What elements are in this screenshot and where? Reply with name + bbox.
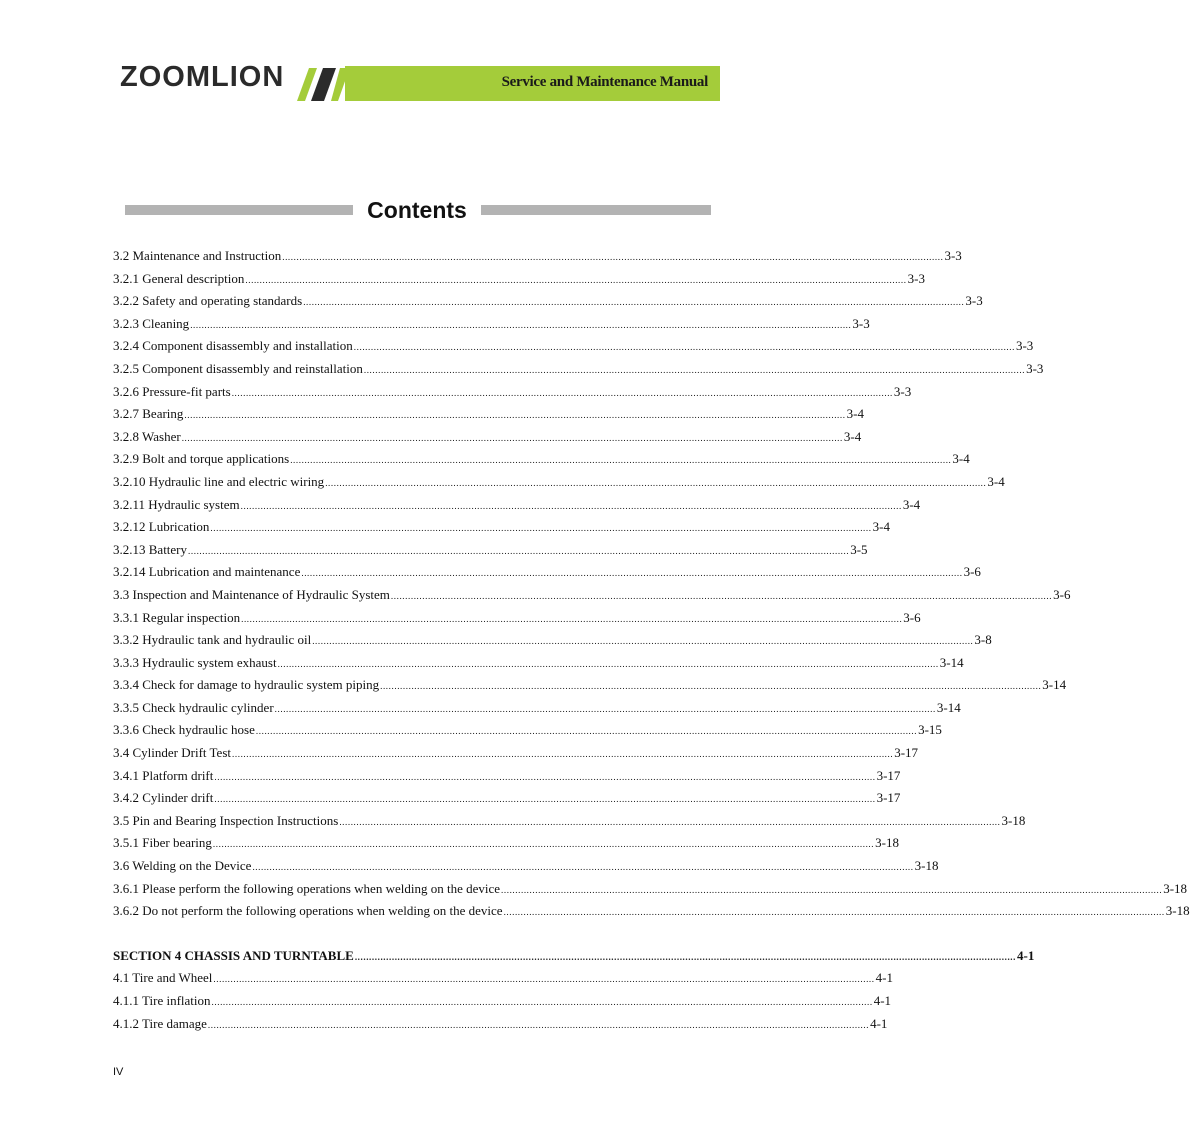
page-header [0,0,793,110]
toc-entry-title: 4.1 Tire and Wheel [113,970,213,986]
toc-dot-leader: ........................................................................................................................................................................................................................................ [339,816,1001,827]
toc-entry-title: 3.4.1 Platform drift [113,767,214,783]
toc-entry-title: 3.2.12 Lubrication [113,519,210,535]
toc-entry-title: SECTION 4 CHASSIS AND TURNTABLE [113,947,354,963]
toc-entry[interactable] [113,584,1071,607]
toc-dot-leader: ........................................................................................................................................................................................................................................ [312,636,974,647]
toc-entry-title: 3.2.4 Component disassembly and installation [113,338,353,354]
toc-entry[interactable] [113,245,962,268]
toc-entry-page: 3-4 [872,519,890,535]
toc-entry-title: 3.2.3 Cleaning [113,315,190,331]
toc-entry-title: 3.3.1 Regular inspection [113,609,241,625]
toc-entry-title: 3.2.7 Bearing [113,406,184,422]
toc-dot-leader: ........................................................................................................................................................................................................................................ [240,500,902,511]
manual-title: Service and Maintenance Manual [501,74,708,90]
toc-entry[interactable] [113,990,892,1013]
toc-entry[interactable] [113,471,1005,494]
toc-entry-page: 3-4 [952,451,970,467]
toc-dot-leader: ........................................................................................................................................................................................................................................ [212,839,875,850]
toc-entry[interactable] [113,607,921,630]
toc-entry[interactable] [113,494,921,517]
toc-entry[interactable] [113,810,1026,833]
toc-entry[interactable] [113,290,983,313]
toc-entry-title: 3.6.1 Please perform the following operations when welding on the device [113,880,501,896]
toc-entry-title: 3.2.6 Pressure-fit parts [113,383,231,399]
table-of-contents [113,245,1190,1035]
toc-entry[interactable] [113,945,1035,968]
toc-entry[interactable] [113,561,981,584]
toc-entry-title: 3.3.6 Check hydraulic hose [113,722,255,738]
toc-entry[interactable] [113,629,992,652]
toc-dot-leader: ........................................................................................................................................................................................................................................ [245,274,907,285]
toc-entry-page: 3-5 [850,541,868,557]
toc-entry[interactable] [113,967,893,990]
toc-entry-page: 4-1 [1017,947,1035,963]
toc-entry-page: 3-8 [974,632,992,648]
toc-dot-leader: ........................................................................................................................................................................................................................................ [290,455,952,466]
toc-entry[interactable] [113,900,1190,923]
toc-dot-leader: ........................................................................................................................................................................................................................................ [207,1019,870,1030]
toc-entry[interactable] [113,765,901,788]
toc-entry-page: 3-4 [846,406,864,422]
toc-entry-title: 3.3.2 Hydraulic tank and hydraulic oil [113,632,312,648]
toc-entry-page: 4-1 [875,970,893,986]
toc-entry-title: 3.6.2 Do not perform the following operations when welding on the device [113,903,503,919]
page-title: Contents [367,197,467,223]
toc-entry[interactable] [113,1013,888,1036]
toc-entry-title: 3.2.10 Hydraulic line and electric wiring [113,473,325,489]
toc-entry[interactable] [113,652,964,675]
toc-dot-leader: ........................................................................................................................................................................................................................................ [210,523,872,534]
toc-entry-title: 3.3 Inspection and Maintenance of Hydraulic System [113,586,390,602]
toc-dot-leader: ........................................................................................................................................................................................................................................ [255,726,918,737]
toc-entry[interactable] [113,742,919,765]
toc-dot-leader: ........................................................................................................................................................................................................................................ [214,794,876,805]
toc-entry[interactable] [113,719,942,742]
toc-dot-leader: ........................................................................................................................................................................................................................................ [241,613,903,624]
toc-entry-title: 3.2.5 Component disassembly and reinstallation [113,360,363,376]
toc-entry-page: 3-3 [893,383,912,399]
toc-entry-page: 3-4 [902,496,921,512]
toc-entry-title: 3.5.1 Fiber bearing [113,835,212,851]
toc-dot-leader: ........................................................................................................................................................................................................................................ [214,771,876,782]
toc-dot-leader: ........................................................................................................................................................................................................................................ [274,703,936,714]
toc-entry-title: 3.5 Pin and Bearing Inspection Instructions [113,812,339,828]
toc-entry-title: 3.2.14 Lubrication and maintenance [113,564,301,580]
toc-entry-page: 3-18 [1163,880,1188,896]
toc-entry-title: 3.2.9 Bolt and torque applications [113,451,290,467]
toc-entry-page: 3-4 [843,428,862,444]
toc-dot-leader: ........................................................................................................................................................................................................................................ [363,364,1026,375]
toc-entry[interactable] [113,878,1188,901]
toc-entry[interactable] [113,832,899,855]
toc-dot-leader: ........................................................................................................................................................................................................................................ [303,297,965,308]
toc-dot-leader: ........................................................................................................................................................................................................................................ [213,974,875,985]
toc-entry-title: 3.2.8 Washer [113,428,181,444]
toc-entry-page: 3-3 [907,270,925,286]
toc-dot-leader: ........................................................................................................................................................................................................................................ [353,342,1015,353]
toc-entry[interactable] [113,268,925,291]
page-number: IV [113,1066,124,1078]
toc-entry[interactable] [113,855,939,878]
toc-entry-page: 3-14 [936,699,961,715]
toc-entry-title: 4.1.2 Tire damage [113,1015,207,1031]
toc-entry[interactable] [113,313,870,336]
toc-entry-page: 4-1 [870,1015,888,1031]
toc-entry-page: 3-14 [939,654,964,670]
toc-entry[interactable] [113,403,864,426]
toc-section-4 [113,945,1035,1035]
toc-dot-leader: ........................................................................................................................................................................................................................................ [277,658,939,669]
toc-entry-page: 3-4 [987,473,1005,489]
contents-title-row [125,195,711,225]
toc-dot-leader: ........................................................................................................................................................................................................................................ [184,410,846,421]
toc-entry[interactable] [113,697,961,720]
toc-entry-title: 3.6 Welding on the Device [113,858,252,874]
toc-entry[interactable] [113,335,1034,358]
toc-entry[interactable] [113,674,1067,697]
toc-entry-page: 3-17 [876,790,901,806]
toc-entry[interactable] [113,358,1044,381]
toc-entry-page: 3-18 [1165,903,1190,919]
toc-entry[interactable] [113,426,862,449]
toc-entry-page: 3-3 [1015,338,1034,354]
toc-entry-title: 3.3.4 Check for damage to hydraulic system piping [113,677,380,693]
toc-entry-page: 3-14 [1042,677,1067,693]
toc-dot-leader: ........................................................................................................................................................................................................................................ [188,545,850,556]
toc-section-3 [113,245,1190,923]
toc-entry-page: 3-6 [963,564,981,580]
title-rule-right [481,205,711,215]
toc-entry[interactable] [113,787,901,810]
toc-entry-title: 3.4 Cylinder Drift Test [113,745,232,761]
toc-dot-leader: ........................................................................................................................................................................................................................................ [211,997,873,1007]
toc-entry-page: 3-3 [1026,360,1044,376]
toc-entry-title: 3.2 Maintenance and Instruction [113,248,282,263]
toc-dot-leader: ........................................................................................................................................................................................................................................ [252,862,914,873]
toc-entry-page: 3-18 [875,835,899,851]
toc-entry-page: 4-1 [873,993,892,1008]
toc-dot-leader: ........................................................................................................................................................................................................................................ [325,477,987,488]
toc-entry-title: 3.2.2 Safety and operating standards [113,293,303,309]
toc-entry-page: 3-18 [1001,812,1026,828]
toc-entry-page: 3-3 [965,293,983,309]
toc-entry-page: 3-6 [1053,586,1071,602]
toc-entry-page: 3-17 [894,745,919,761]
toc-entry-title: 4.1.1 Tire inflation [113,993,211,1008]
toc-dot-leader: ........................................................................................................................................................................................................................................ [503,907,1165,918]
toc-entry-page: 3-17 [876,767,901,783]
toc-entry[interactable] [113,448,970,471]
toc-entry-page: 3-18 [914,858,939,874]
toc-gap [113,923,698,945]
toc-entry-title: 3.2.11 Hydraulic system [113,496,240,512]
toc-entry-title: 3.3.3 Hydraulic system exhaust [113,654,277,670]
toc-entry-title: 3.3.5 Check hydraulic cylinder [113,699,274,715]
toc-entry-page: 3-15 [918,722,942,738]
toc-entry-page: 3-3 [944,248,962,263]
header-banner [345,66,720,101]
toc-dot-leader: ........................................................................................................................................................................................................................................ [501,884,1163,895]
toc-entry[interactable] [113,539,868,562]
toc-dot-leader: ........................................................................................................................................................................................................................................ [282,252,944,262]
toc-entry-page: 3-6 [903,609,921,625]
toc-entry-page: 3-3 [852,315,870,331]
title-rule-left [125,205,353,215]
toc-dot-leader: ........................................................................................................................................................................................................................................ [190,319,852,330]
toc-dot-leader: ........................................................................................................................................................................................................................................ [354,951,1017,962]
toc-dot-leader: ........................................................................................................................................................................................................................................ [181,432,843,443]
toc-dot-leader: ........................................................................................................................................................................................................................................ [301,568,963,579]
toc-entry[interactable] [113,516,890,539]
toc-entry-title: 3.2.13 Battery [113,541,188,557]
toc-entry-title: 3.4.2 Cylinder drift [113,790,214,806]
toc-dot-leader: ........................................................................................................................................................................................................................................ [232,749,894,760]
toc-dot-leader: ........................................................................................................................................................................................................................................ [390,590,1053,601]
toc-dot-leader: ........................................................................................................................................................................................................................................ [380,681,1042,692]
logo-slash-icon [295,66,349,102]
zoomlion-logo: ZOOMLION [120,61,285,93]
toc-dot-leader: ........................................................................................................................................................................................................................................ [231,387,893,398]
toc-entry-title: 3.2.1 General description [113,270,245,286]
toc-entry[interactable] [113,381,912,404]
